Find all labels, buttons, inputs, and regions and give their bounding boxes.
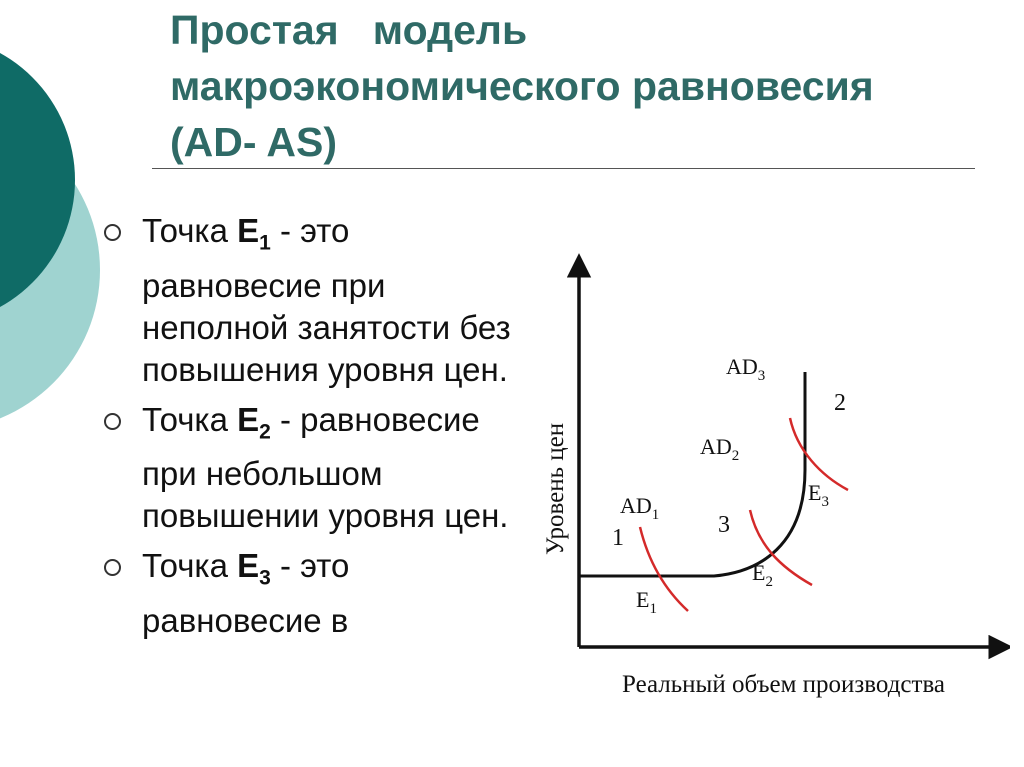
bullet-point-letter: E: [237, 547, 260, 585]
bullet-prefix: Точка: [142, 547, 238, 585]
bullet-item-e3: [100, 545, 520, 642]
bullet-item-e2: [100, 399, 520, 538]
segment-1-label: 1: [612, 525, 624, 551]
bullet-point-index: 2: [259, 420, 271, 444]
bullet-prefix: Точка: [142, 212, 238, 249]
x-axis-label: Реальный объем производства: [622, 671, 946, 698]
bullet-point-index: 1: [259, 231, 271, 255]
y-axis-label: Уровень цен: [542, 422, 569, 555]
bullet-point-letter: E: [237, 212, 260, 249]
e1-label: $E_1$: [636, 587, 657, 617]
bullet-text: - это равновесие при неполной занятости без повышения уровня цен.: [142, 212, 511, 388]
ad-as-diagram: [520, 240, 1010, 700]
e3-label: $E_3$: [808, 480, 829, 510]
segment-2-label: 2: [834, 390, 846, 416]
bullet-text: - равновесие при небольшом повышении уровня цен.: [142, 400, 509, 535]
bullet-item-e1: [100, 210, 520, 391]
bullet-circle-icon: [104, 559, 121, 576]
bullet-point-letter: E: [237, 400, 260, 438]
ad3-label: $AD_3$: [726, 354, 766, 384]
segment-3-label: 3: [718, 512, 730, 538]
bullet-list: [100, 210, 520, 650]
bullet-text: - это равновесие в: [142, 547, 350, 639]
bullet-circle-icon: [104, 224, 121, 241]
title-line-1: Простая модель: [170, 7, 528, 53]
decorative-circles: [0, 0, 110, 420]
bullet-prefix: Точка: [142, 400, 238, 438]
ad1-label: $AD_1$: [620, 493, 660, 523]
title-line-2: макроэкономического равновесия: [170, 63, 874, 109]
e2-label: $E_2$: [752, 560, 773, 590]
title-line-3: (AD- AS): [170, 119, 338, 165]
ad2-label: $AD_2$: [700, 434, 740, 464]
title-divider: [152, 168, 975, 169]
slide-title: [170, 2, 990, 170]
bullet-point-index: 3: [259, 566, 271, 590]
bullet-circle-icon: [104, 413, 121, 430]
